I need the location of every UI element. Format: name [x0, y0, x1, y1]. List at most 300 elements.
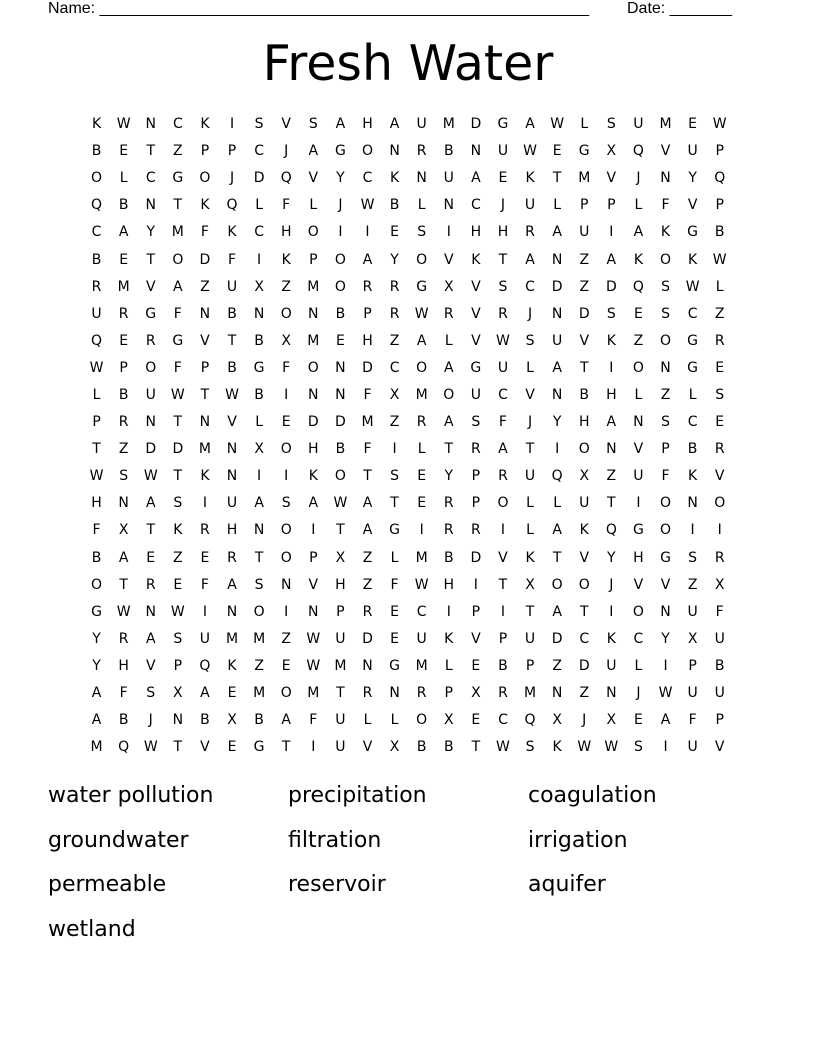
grid-letter: U: [416, 116, 427, 133]
grid-letter: P: [227, 143, 237, 160]
grid-letter: H: [280, 224, 292, 241]
grid-letter: H: [497, 224, 509, 241]
grid-letter: T: [200, 386, 210, 403]
grid-letter: R: [389, 278, 400, 295]
grid-letter: T: [173, 197, 183, 214]
grid-letter: P: [444, 685, 453, 702]
grid-letter: E: [173, 576, 183, 593]
word-bank-item: groundwater: [48, 827, 189, 853]
grid-letter: B: [91, 251, 102, 268]
grid-row: [83, 599, 743, 626]
grid-letter: D: [307, 414, 319, 431]
grid-letter: I: [500, 603, 506, 620]
grid-letter: Y: [444, 468, 454, 485]
grid-letter: K: [200, 468, 210, 485]
grid-letter: N: [551, 685, 563, 702]
grid-letter: M: [225, 630, 239, 647]
grid-letter: E: [227, 685, 237, 702]
grid-letter: T: [92, 441, 101, 458]
grid-letter: M: [198, 441, 211, 458]
grid-letter: R: [416, 143, 427, 160]
grid-letter: U: [226, 278, 238, 295]
grid-letter: U: [497, 143, 509, 160]
grid-row: [83, 463, 743, 490]
grid-letter: X: [335, 549, 346, 566]
grid-letter: J: [582, 712, 587, 729]
grid-letter: G: [416, 278, 428, 295]
grid-letter: M: [307, 685, 320, 702]
grid-letter: I: [338, 224, 343, 241]
grid-letter: G: [389, 657, 400, 674]
grid-letter: Q: [226, 197, 238, 214]
grid-letter: G: [91, 603, 102, 620]
grid-letter: N: [416, 170, 427, 187]
grid-letter: S: [525, 739, 535, 756]
grid-letter: O: [280, 549, 292, 566]
grid-letter: K: [389, 170, 400, 187]
grid-letter: K: [579, 522, 589, 539]
grid-row: [83, 328, 743, 355]
grid-letter: S: [498, 278, 508, 295]
grid-letter: U: [145, 386, 156, 403]
grid-letter: Y: [390, 251, 399, 268]
grid-letter: Z: [660, 386, 671, 403]
grid-letter: X: [552, 712, 562, 729]
grid-letter: Q: [280, 170, 292, 187]
grid-letter: V: [633, 441, 644, 458]
grid-letter: B: [118, 197, 129, 214]
grid-letter: G: [497, 116, 509, 133]
grid-letter: B: [443, 143, 454, 160]
grid-letter: A: [118, 224, 129, 241]
grid-letter: W: [604, 739, 619, 756]
grid-row: [83, 138, 743, 165]
grid-letter: B: [443, 739, 454, 756]
grid-letter: M: [578, 170, 591, 187]
grid-letter: P: [471, 603, 481, 620]
grid-letter: Y: [92, 657, 101, 674]
grid-letter: A: [118, 549, 129, 566]
grid-letter: V: [498, 549, 508, 566]
grid-letter: O: [91, 170, 103, 187]
grid-letter: S: [715, 386, 725, 403]
grid-letter: B: [254, 386, 264, 403]
grid-letter: V: [471, 305, 481, 322]
grid-letter: C: [633, 630, 644, 647]
grid-letter: K: [91, 116, 102, 133]
grid-letter: Q: [632, 278, 644, 295]
grid-letter: Z: [200, 278, 210, 295]
grid-letter: T: [471, 739, 481, 756]
grid-letter: G: [632, 522, 644, 539]
grid-letter: S: [254, 576, 264, 593]
grid-letter: O: [307, 224, 319, 241]
grid-letter: X: [443, 712, 454, 729]
grid-letter: W: [523, 143, 537, 160]
grid-letter: K: [227, 224, 237, 241]
grid-letter: S: [688, 549, 698, 566]
grid-letter: A: [552, 224, 562, 241]
grid-letter: K: [660, 224, 671, 241]
grid-letter: B: [714, 657, 725, 674]
grid-letter: B: [91, 143, 102, 160]
grid-letter: O: [660, 522, 672, 539]
grid-letter: C: [254, 143, 264, 160]
grid-letter: N: [199, 305, 211, 322]
grid-letter: D: [253, 170, 265, 187]
grid-letter: Q: [524, 712, 536, 729]
grid-row: [83, 382, 743, 409]
grid-row: [83, 490, 743, 517]
grid-letter: A: [552, 522, 562, 539]
grid-letter: U: [524, 630, 536, 647]
grid-letter: V: [443, 251, 454, 268]
grid-letter: C: [470, 197, 481, 214]
grid-letter: Q: [118, 739, 130, 756]
grid-letter: E: [227, 739, 237, 756]
grid-letter: Y: [661, 630, 670, 647]
grid-letter: B: [335, 305, 346, 322]
grid-letter: S: [606, 305, 616, 322]
grid-letter: F: [200, 224, 209, 241]
grid-letter: B: [498, 657, 508, 674]
grid-letter: Y: [688, 170, 697, 187]
grid-letter: D: [199, 251, 211, 268]
grid-letter: F: [282, 197, 291, 214]
grid-letter: L: [119, 170, 128, 187]
grid-letter: V: [633, 576, 644, 593]
grid-letter: I: [392, 441, 397, 458]
grid-letter: W: [685, 278, 700, 295]
grid-letter: U: [497, 359, 509, 376]
grid-letter: G: [687, 332, 699, 349]
grid-letter: K: [606, 332, 616, 349]
grid-letter: K: [633, 251, 644, 268]
grid-letter: U: [687, 603, 698, 620]
grid-letter: L: [634, 657, 643, 674]
grid-letter: T: [173, 414, 183, 431]
grid-letter: A: [335, 116, 346, 133]
grid-letter: V: [227, 414, 237, 431]
grid-letter: O: [280, 305, 292, 322]
grid-letter: Z: [579, 251, 590, 268]
grid-letter: I: [690, 522, 695, 539]
grid-letter: R: [443, 522, 454, 539]
grid-letter: N: [253, 522, 265, 539]
grid-letter: U: [687, 143, 698, 160]
grid-row: [83, 219, 743, 246]
grid-letter: X: [389, 386, 400, 403]
grid-letter: I: [609, 603, 614, 620]
grid-letter: H: [118, 657, 129, 674]
grid-letter: U: [226, 495, 238, 512]
grid-letter: E: [200, 549, 210, 566]
grid-letter: J: [527, 305, 533, 322]
grid-row: [83, 626, 743, 653]
grid-letter: O: [172, 251, 184, 268]
grid-letter: H: [308, 441, 319, 458]
grid-letter: N: [470, 143, 482, 160]
grid-letter: I: [284, 468, 289, 485]
page-title: Fresh Water: [262, 35, 554, 92]
grid-letter: P: [309, 251, 318, 268]
grid-letter: Z: [362, 549, 373, 566]
grid-letter: B: [714, 224, 725, 241]
grid-letter: T: [146, 143, 156, 160]
grid-letter: N: [443, 197, 454, 214]
grid-letter: U: [579, 224, 590, 241]
grid-letter: C: [525, 278, 535, 295]
grid-letter: A: [660, 712, 671, 729]
grid-letter: V: [471, 332, 481, 349]
grid-letter: D: [145, 441, 157, 458]
grid-letter: O: [334, 251, 346, 268]
grid-letter: N: [308, 386, 319, 403]
grid-letter: M: [524, 685, 537, 702]
grid-letter: A: [498, 441, 508, 458]
grid-letter: S: [390, 468, 400, 485]
grid-letter: L: [92, 386, 101, 403]
grid-letter: Y: [146, 224, 156, 241]
grid-letter: W: [116, 603, 131, 620]
grid-row: [83, 436, 743, 463]
grid-letter: F: [363, 441, 372, 458]
grid-letter: A: [145, 630, 156, 647]
grid-letter: X: [606, 712, 617, 729]
grid-letter: N: [226, 603, 238, 620]
date-field-label: Date: _______: [627, 0, 732, 17]
grid-letter: T: [146, 251, 156, 268]
grid-letter: T: [498, 576, 508, 593]
grid-letter: P: [471, 495, 481, 512]
grid-letter: G: [253, 739, 265, 756]
word-bank-item: water pollution: [48, 783, 214, 808]
grid-row: [83, 355, 743, 382]
grid-letter: W: [170, 386, 185, 403]
grid-letter: A: [281, 712, 291, 729]
grid-letter: R: [362, 685, 373, 702]
grid-letter: A: [145, 495, 156, 512]
grid-letter: R: [389, 305, 400, 322]
grid-letter: J: [338, 197, 343, 214]
grid-letter: Z: [606, 468, 617, 485]
grid-letter: U: [524, 197, 536, 214]
grid-letter: O: [416, 712, 428, 729]
grid-letter: P: [525, 657, 535, 674]
grid-letter: M: [442, 116, 455, 133]
grid-letter: T: [173, 739, 183, 756]
grid-letter: I: [555, 441, 560, 458]
worksheet-header: [48, 0, 748, 20]
grid-letter: R: [362, 603, 373, 620]
grid-letter: L: [553, 495, 562, 512]
grid-letter: Z: [579, 278, 590, 295]
grid-letter: U: [687, 685, 698, 702]
grid-letter: V: [525, 386, 535, 403]
grid-letter: B: [335, 441, 346, 458]
grid-letter: E: [417, 468, 427, 485]
grid-letter: W: [414, 576, 429, 593]
grid-letter: B: [91, 549, 102, 566]
grid-letter: S: [661, 414, 670, 431]
grid-letter: T: [173, 468, 183, 485]
grid-letter: V: [308, 576, 319, 593]
grid-letter: O: [199, 170, 211, 187]
grid-letter: V: [362, 739, 373, 756]
grid-letter: H: [633, 549, 644, 566]
grid-letter: Q: [199, 657, 211, 674]
grid-letter: P: [119, 359, 128, 376]
grid-letter: O: [361, 143, 373, 160]
grid-letter: M: [307, 278, 320, 295]
grid-letter: J: [609, 576, 614, 593]
grid-letter: A: [200, 685, 210, 702]
grid-letter: P: [173, 657, 183, 674]
grid-letter: V: [145, 657, 156, 674]
grid-letter: U: [91, 305, 102, 322]
grid-letter: S: [633, 739, 643, 756]
grid-letter: C: [498, 712, 508, 729]
grid-letter: N: [145, 116, 156, 133]
grid-letter: U: [524, 468, 536, 485]
grid-letter: N: [633, 414, 644, 431]
grid-letter: G: [172, 170, 184, 187]
grid-letter: T: [227, 332, 237, 349]
word-bank-item: permeable: [48, 872, 167, 897]
grid-letter: H: [470, 224, 482, 241]
grid-letter: G: [253, 359, 265, 376]
grid-letter: L: [444, 332, 453, 349]
grid-letter: T: [336, 522, 345, 539]
grid-letter: E: [119, 332, 129, 349]
grid-letter: F: [661, 197, 670, 214]
grid-letter: W: [712, 116, 727, 133]
grid-letter: R: [416, 414, 427, 431]
grid-letter: O: [253, 603, 265, 620]
grid-letter: E: [715, 359, 725, 376]
grid-letter: E: [552, 143, 562, 160]
grid-letter: W: [658, 685, 673, 702]
grid-letter: P: [661, 441, 670, 458]
grid-letter: L: [634, 386, 643, 403]
grid-letter: O: [443, 386, 455, 403]
grid-letter: R: [145, 576, 156, 593]
grid-letter: C: [687, 414, 698, 431]
grid-letter: A: [552, 603, 562, 620]
grid-letter: U: [335, 630, 346, 647]
grid-letter: N: [145, 414, 156, 431]
grid-letter: H: [606, 386, 617, 403]
grid-letter: E: [390, 603, 399, 620]
grid-letter: V: [714, 468, 725, 485]
grid-letter: Z: [552, 657, 562, 674]
grid-letter: S: [661, 278, 670, 295]
grid-letter: J: [500, 197, 506, 214]
grid-letter: V: [714, 739, 725, 756]
grid-letter: T: [552, 549, 562, 566]
grid-letter: D: [551, 630, 563, 647]
grid-letter: K: [552, 739, 562, 756]
grid-letter: Z: [281, 630, 291, 647]
grid-letter: R: [498, 305, 508, 322]
grid-letter: A: [633, 224, 644, 241]
grid-letter: J: [284, 143, 289, 160]
grid-letter: R: [470, 441, 481, 458]
grid-letter: B: [389, 197, 400, 214]
grid-letter: N: [145, 603, 156, 620]
grid-letter: K: [281, 251, 291, 268]
grid-letter: C: [362, 170, 373, 187]
grid-letter: F: [227, 251, 237, 268]
grid-letter: E: [498, 170, 508, 187]
grid-letter: V: [200, 332, 210, 349]
grid-letter: W: [116, 116, 131, 133]
grid-letter: X: [714, 576, 725, 593]
grid-letter: S: [606, 116, 616, 133]
grid-letter: E: [471, 712, 481, 729]
grid-letter: R: [498, 685, 508, 702]
grid-letter: G: [334, 143, 346, 160]
grid-letter: E: [281, 414, 291, 431]
grid-letter: S: [173, 630, 183, 647]
grid-letter: L: [417, 441, 426, 458]
grid-row: [83, 301, 743, 328]
grid-letter: B: [227, 359, 237, 376]
grid-letter: X: [443, 278, 454, 295]
grid-row: [83, 192, 743, 219]
grid-letter: Y: [336, 170, 345, 187]
grid-letter: W: [712, 251, 727, 268]
grid-letter: W: [306, 657, 321, 674]
grid-letter: V: [145, 278, 156, 295]
grid-letter: T: [363, 468, 372, 485]
grid-letter: H: [362, 332, 373, 349]
grid-letter: M: [90, 739, 103, 756]
grid-letter: G: [660, 549, 671, 566]
grid-letter: U: [552, 332, 563, 349]
grid-letter: N: [551, 305, 563, 322]
grid-letter: A: [254, 495, 264, 512]
grid-letter: Q: [632, 143, 644, 160]
grid-letter: P: [200, 359, 210, 376]
grid-letter: M: [334, 657, 347, 674]
grid-letter: L: [390, 712, 399, 729]
word-bank-item: precipitation: [288, 783, 427, 808]
grid-letter: O: [145, 359, 157, 376]
grid-letter: T: [579, 603, 589, 620]
grid-letter: F: [309, 712, 318, 729]
grid-letter: B: [227, 305, 237, 322]
grid-letter: R: [227, 549, 237, 566]
grid-letter: F: [282, 359, 291, 376]
grid-letter: O: [714, 495, 726, 512]
grid-letter: X: [579, 468, 590, 485]
grid-row: [83, 707, 743, 734]
grid-letter: O: [632, 359, 644, 376]
grid-letter: A: [552, 359, 562, 376]
grid-letter: F: [498, 414, 507, 431]
grid-letter: R: [362, 278, 373, 295]
grid-letter: K: [227, 657, 237, 674]
grid-letter: X: [254, 441, 264, 458]
grid-letter: X: [254, 278, 264, 295]
grid-letter: E: [417, 495, 427, 512]
grid-letter: Z: [389, 414, 400, 431]
grid-letter: L: [526, 359, 534, 376]
grid-letter: F: [661, 468, 670, 485]
grid-letter: T: [552, 170, 562, 187]
name-field-label: Name: _______________________________________________________: [48, 0, 589, 17]
